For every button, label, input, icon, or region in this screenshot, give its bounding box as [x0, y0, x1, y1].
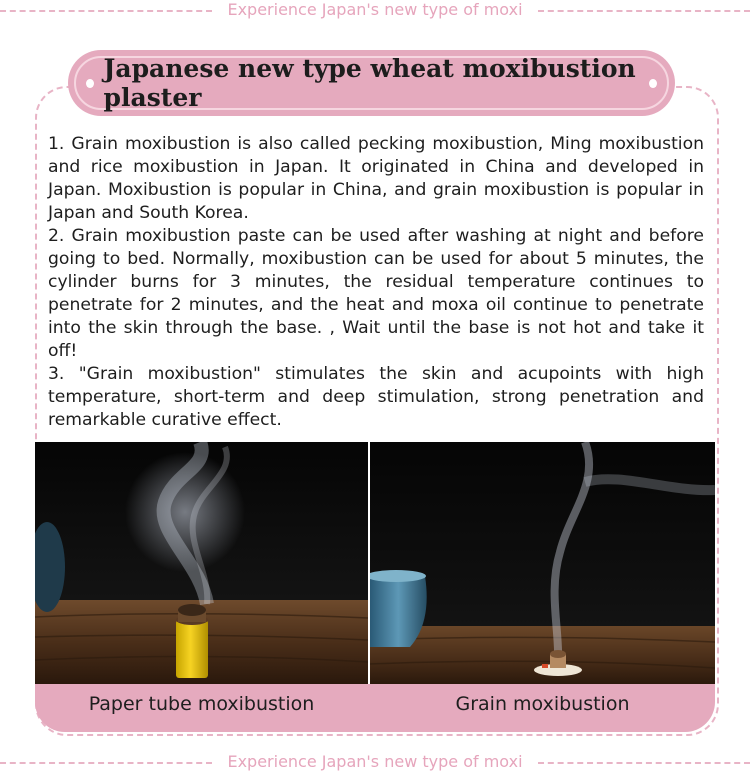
grain-moxibustion-photo — [370, 442, 715, 684]
description-text — [48, 133, 704, 432]
paragraph-2: 2. Grain moxibustion paste can be used after washing at night and before going to bed. Normally, moxibustion can be used for about 5 minutes, the cylinder burns for 3 minutes, the residual temperature continues to penetrate for 2 minutes, and the heat and moxa oil continue to penetrate into the skin through the base. , Wait until the base is not hot and take it off! — [48, 226, 704, 361]
caption-bar — [35, 684, 715, 732]
title-pill — [68, 50, 675, 116]
photo-strip — [35, 442, 715, 684]
page-title: Japanese new type wheat moxibustion plaster — [103, 54, 636, 112]
bullet-dot-icon — [649, 79, 657, 88]
bullet-dot-icon — [86, 79, 94, 88]
paragraph-3: 3. "Grain moxibustion" stimulates the skin and acupoints with high temperature, short-term and deep stimulation, strong penetration and remarkable curative effect. — [48, 364, 704, 430]
top-banner — [0, 0, 750, 20]
banner-text: Experience Japan's new type of moxi — [217, 752, 532, 771]
caption-paper-tube: Paper tube moxibustion — [88, 693, 315, 715]
caption-grain: Grain moxibustion — [455, 693, 630, 715]
banner-text: Experience Japan's new type of moxi — [217, 0, 532, 19]
bottom-banner — [0, 752, 750, 772]
paper-tube-moxibustion-photo — [35, 442, 368, 684]
paragraph-1: 1. Grain moxibustion is also called pecking moxibustion, Ming moxibustion and rice moxibustion in Japan. It originated in China and developed in Japan. Moxibustion is popular in China, and grain moxibustion is popular in Japan and South Korea. — [48, 134, 704, 223]
